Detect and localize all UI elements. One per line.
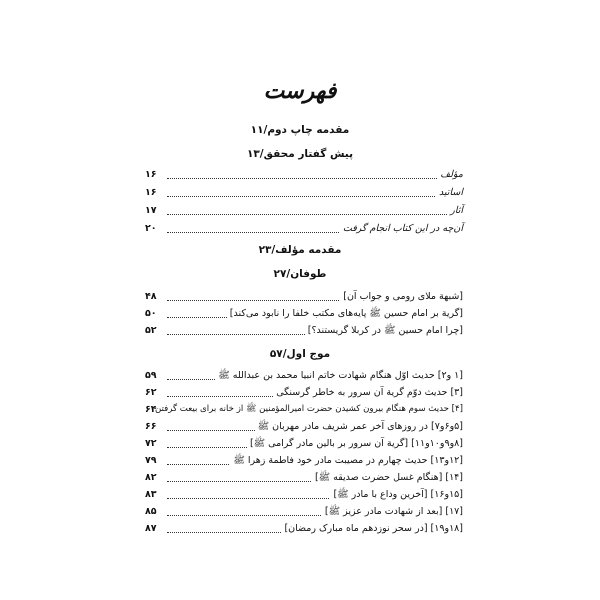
toc-entry xyxy=(145,290,463,303)
toc-entry-page: ۶۶ xyxy=(145,421,157,432)
toc-entry xyxy=(145,369,463,382)
toc-entry xyxy=(145,505,463,518)
toc-entry-page: ۴۸ xyxy=(145,291,157,302)
toc-entry-page: ۱۶ xyxy=(145,187,157,198)
toc-entry xyxy=(145,168,463,181)
toc-entry xyxy=(145,324,463,337)
toc-entry-page: ۷۹ xyxy=(145,455,157,466)
toc-entry-label: [۳] حدیث دوّم گریة آن سرور به خاطر گرسنگی xyxy=(273,386,463,399)
toc-entry-label: [چرا امام حسین ﷺ در کربلا گریستند؟] xyxy=(305,324,463,337)
toc-entry-label: [۵و۶و۷] در روزهای آخر عمر شریف مادر مهربان ﷺ xyxy=(255,420,463,433)
toc-entry-page: ۵۰ xyxy=(145,308,157,319)
toc-entry xyxy=(145,222,463,235)
toc-entry-label: آن‌چه در این کتاب انجام گرفت xyxy=(340,222,463,235)
toc-entry xyxy=(145,204,463,217)
heading-intro-second-edition: مقدمه چاپ دوم/۱۱ xyxy=(250,124,350,136)
toc-entry-label: [۱۴] [هنگام غسل حضرت صدیقه ﷺ] xyxy=(312,471,463,484)
toc-entry xyxy=(145,471,463,484)
toc-entry xyxy=(145,488,463,501)
heading-first-wave: موج اول/۵۷ xyxy=(269,348,331,360)
toc-entry-page: ۸۵ xyxy=(145,506,157,517)
toc-entry-page: ۷۲ xyxy=(145,438,157,449)
heading-author-intro: مقدمه مؤلف/۲۳ xyxy=(258,244,342,256)
toc-entry xyxy=(145,522,463,535)
toc-entry xyxy=(145,186,463,199)
toc-entry-page: ۸۷ xyxy=(145,523,157,534)
toc-entry xyxy=(145,420,463,433)
toc-entry-page: ۸۲ xyxy=(145,472,157,483)
toc-entry-page: ۱۷ xyxy=(145,205,157,216)
toc-entry xyxy=(145,454,463,467)
toc-entry-label: [۱۸و۱۹] [در سحر نوزدهم ماه مبارک رمضان] xyxy=(281,522,463,535)
toc-entry xyxy=(145,386,463,399)
toc-entry-label: [۸و۹و۱۰و۱۱] [گریة آن سرور بر بالین مادر گرامی ﷺ] xyxy=(247,437,463,450)
toc-entry-page: ۵۹ xyxy=(145,370,157,381)
heading-storm: طوفان/۲۷ xyxy=(273,268,327,280)
dot-leader xyxy=(167,214,463,215)
toc-entry-page: ۶۲ xyxy=(145,387,157,398)
toc-entry-label: [۴] حدیث سوم هنگام بیرون کشیدن حضرت امیرالمؤمنین ﷺ از خانه برای بیعت گرفتن xyxy=(152,403,463,416)
toc-entry xyxy=(145,437,463,450)
toc-entry-page: ۸۳ xyxy=(145,489,157,500)
toc-entry-label: اساتید xyxy=(436,186,463,199)
toc-entry xyxy=(145,307,463,320)
toc-entry-label: [۱۲و۱۳] حدیث چهارم در مصیبت مادر خود فاطمة زهرا ﷺ xyxy=(230,454,463,467)
toc-entry-label: مؤلف xyxy=(437,168,463,181)
toc-entry-page: ۵۲ xyxy=(145,325,157,336)
page-title: فهرست xyxy=(263,78,337,104)
toc-entry-page: ۲۰ xyxy=(145,223,157,234)
toc-entry-page: ۱۶ xyxy=(145,169,157,180)
toc-entry-label: آثار xyxy=(447,204,463,217)
toc-entry-label: [۱ و۲] حدیث اوّل هنگام شهادت خاتم انبیا محمد بن عبدالله ﷺ xyxy=(215,369,463,382)
toc-entry xyxy=(145,403,463,416)
toc-entry-label: [شبهة ملای رومی و جواب آن] xyxy=(340,290,463,303)
dot-leader xyxy=(167,178,463,179)
toc-entry-page: ۶۴ xyxy=(145,404,157,415)
toc-entry-label: [گریة بر امام حسین ﷺ پایه‌های مکتب خلفا را نابود می‌کند] xyxy=(227,307,463,320)
dot-leader xyxy=(167,196,463,197)
heading-researcher-preface: پیش گفتار محقق/۱۳ xyxy=(246,148,354,160)
toc-entry-label: [۱۵و۱۶] [آخرین وداع با مادر ﷺ] xyxy=(330,488,463,501)
toc-entry-label: [۱۷] [بعد از شهادت مادر عزیز ﷺ] xyxy=(322,505,463,518)
